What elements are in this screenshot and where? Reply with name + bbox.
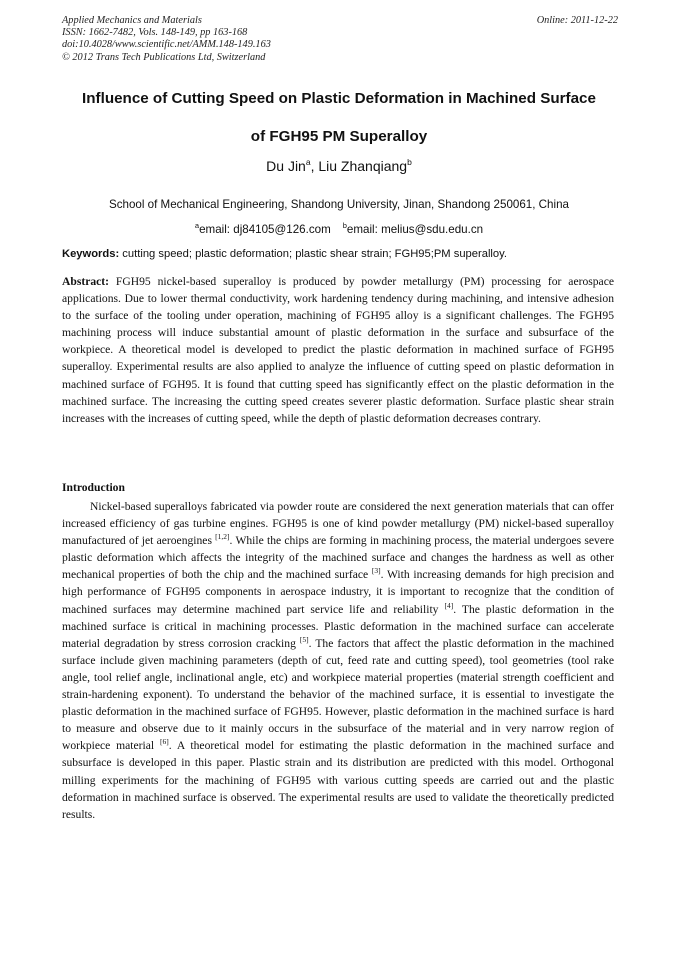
abstract	[62, 273, 614, 427]
intro-text: . With increasing demands for high precision and high performance of FGH95 components in aerospace industry, it is important to recognize that the condition of machined surfaces may determine machined part service life and reliability	[62, 568, 614, 616]
author-list	[0, 158, 678, 174]
intro-text: . While the chips are forming in machining process, the material undergoes severe plastic deformation which affects the integrity of the machined surface and changes the hardness as well as other mechanical properties of both the chip and the machined surface	[62, 534, 614, 582]
author-superscript: b	[407, 157, 412, 167]
journal-issn: ISSN: 1662-7482, Vols. 148-149, pp 163-168	[62, 27, 248, 39]
email-address: email: dj84105@126.com	[199, 223, 331, 236]
journal-name: Applied Mechanics and Materials	[62, 15, 202, 26]
abstract-label: Abstract:	[62, 275, 110, 288]
introduction-paragraph	[62, 498, 614, 823]
citation: [6]	[159, 737, 169, 747]
intro-text: . The plastic deformation in the machined surface is critical in machining processes. Plastic deformation in the machined surface can accelerate material degradation by stress corrosion cracking	[62, 602, 614, 650]
intro-text: . A theoretical model for estimating the plastic deformation in the machined surface and subsurface is developed in this paper. Plastic strain and its distribution are predicted with this model. Orthogonal milling experiments for the machining of FGH95 with various cutting speeds are carried out and the plastic deformation in machined surface is observed. The experimental results are used to validate the theoretically predicted results.	[62, 739, 615, 821]
intro-text: Nickel-based superalloys fabricated via powder route are considered the next generation materials that can offer increased efficiency of gas turbine engines. FGH95 is one of kind powder metallurgy (PM) nickel-based superalloy manufactured of jet aeroengines	[62, 500, 614, 548]
paper-title-line-1: Influence of Cutting Speed on Plastic Deformation in Machined Surface	[82, 90, 596, 107]
paper-title-line-2: of FGH95 PM Superalloy	[250, 128, 428, 145]
journal-doi: doi:10.4028/www.scientific.net/AMM.148-149.163	[62, 39, 271, 51]
journal-header	[62, 15, 618, 64]
citation: [3]	[371, 566, 381, 576]
author-name: Du Jin	[266, 158, 306, 174]
keywords-text: cutting speed; plastic deformation; plastic shear strain; FGH95;PM superalloy.	[119, 248, 508, 260]
citation: [1,2]	[215, 532, 230, 542]
keywords-label: Keywords:	[62, 248, 120, 260]
author-name: Liu Zhanqiang	[318, 158, 408, 174]
author-emails	[0, 223, 678, 236]
author-separator: ,	[310, 158, 319, 174]
intro-text: . The factors that affect the plastic deformation in the machined surface include given machining parameters (depth of cut, feed rate and cutting speed), tool geometries (tool rake angle, tool relief angle, inclinational angle, etc) and workpiece material properties (material strength coefficient and strain-hardening exponent). To understand the behavior of the machined surface, it is essential to investigate the plastic deformation in the machined surface of FGH95. However, plastic deformation in the machined surface is hard to measure and observe due to it mainly occurs in the subsurface of the material and in very narrow region of workpiece material	[62, 636, 614, 753]
affiliation: School of Mechanical Engineering, Shandong University, Jinan, Shandong 250061, China	[109, 198, 569, 211]
email-superscript: a	[194, 221, 200, 230]
citation: [5]	[299, 634, 309, 644]
journal-copyright: © 2012 Trans Tech Publications Ltd, Switzerland	[62, 51, 266, 63]
keywords	[62, 248, 622, 260]
section-heading-introduction: Introduction	[62, 481, 125, 494]
email-superscript: b	[342, 221, 347, 230]
online-date: Online: 2011-12-22	[536, 15, 618, 26]
author-superscript: a	[305, 157, 311, 167]
citation: [4]	[444, 600, 454, 610]
abstract-text: FGH95 nickel-based superalloy is produced by powder metallurgy (PM) processing for aerospace applications. Due to lower thermal conductivity, work hardening tendency during machining, and intensive adhesion to the surface of the tooling under operation, machining of FGH95 alloy is a significant challenges. The FGH95 machining process will induce substantial amount of plastic deformation in the surface and subsurface of the workpiece. A theoretical model is developed to predict the plastic deformation in machined surface of FGH95 superalloy. Experimental results are also applied to analyze the influence of cutting speed on plastic deformation in machined surface of FGH95. It is found that cutting speed has significantly effect on the plastic deformation in the machined surface. The increasing the cutting speed creates severer plastic deformation. Surface plastic shear strain increases with the increases of cutting speed, while the depth of plastic deformation decreases contrary.	[62, 275, 614, 425]
email-address: email: melius@sdu.edu.cn	[346, 223, 484, 236]
